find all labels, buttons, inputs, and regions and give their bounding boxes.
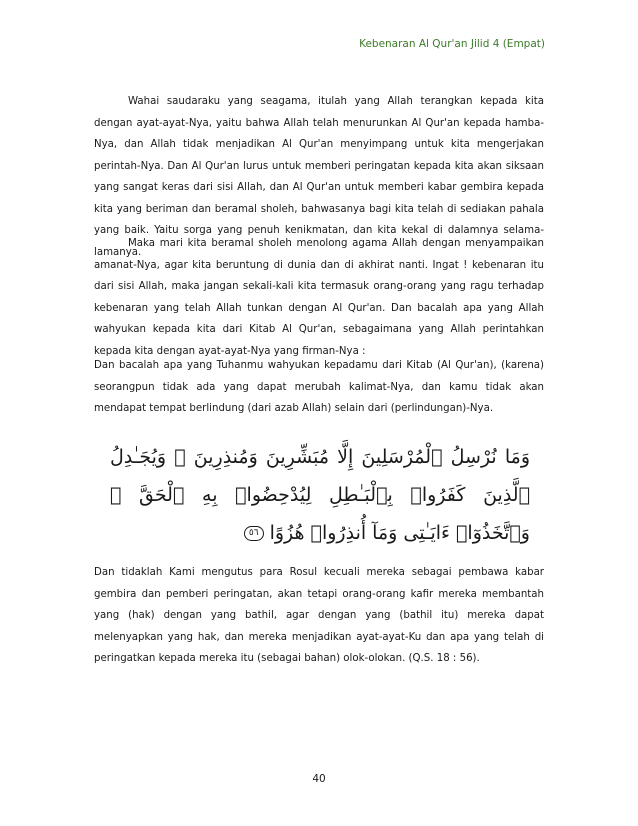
paragraph-1: Wahai saudaraku yang seagama, itulah yang Allah terangkan kepada kita dengan ayat-ayat-Nya, yaitu bahwa Allah telah menurunkan Al Qur'an kepada hamba-Nya, dan Allah tidak menjadikan Al Qur'an menyimpang untuk kita mengerjakan perintah-Nya. Dan Al Qur'an lurus untuk memberi peringatan kepada kita akan siksaan yang sangat keras dari sisi Allah, dan Al Qur'an untuk memberi kabar gembira kepada kita yang beriman dan beramal sholeh, bahwasanya bagi kita telah di sediakan pahala yang baik. Yaitu sorga yang penuh kenikmatan, dan kita kekal di dalamnya selama-lamanya. — [94, 96, 544, 258]
page-number: 40 — [312, 773, 326, 785]
quran-verse-block — [110, 438, 530, 552]
running-header: Kebenaran Al Qur'an Jilid 4 (Empat) — [359, 38, 545, 50]
verse-number-mark: ٥٦ — [244, 526, 264, 541]
arabic-verse-text: وَمَا نُرْسِلُ ٱلْمُرْسَلِينَ إِلَّا مُبَشِّرِينَ وَمُنذِرِينَ ۚ وَيُجَـٰدِلُ ٱلَّذِينَ كَفَرُوا۟ بِٱلْبَـٰطِلِ لِيُدْحِضُوا۟ بِهِ ٱلْحَقَّ ۖ وَٱتَّخَذُوٓا۟ ءَايَـٰتِى وَمَآ أُنذِرُوا۟ هُزُوًا — [110, 446, 530, 544]
paragraph-2: Maka mari kita beramal sholeh menolong agama Allah dengan menyampaikan amanat-Nya, agar kita beruntung di dunia dan di akhirat nanti. Ingat ! kebenaran itu dari sisi Allah, maka jangan sekali-kali kita termasuk orang-orang yang ragu terhadap kebenaran yang telah Allah tunkan dengan Al Qur'an. Dan bacalah apa yang Allah wahyukan kepada kita dari Kitab Al Qur'an, sebagaimana yang Allah perintahkan kepada kita dengan ayat-ayat-Nya yang firman-Nya : — [94, 238, 544, 357]
paragraph-4-translation: Dan tidaklah Kami mengutus para Rosul kecuali mereka sebagai pembawa kabar gembira dan pemberi peringatan, akan tetapi orang-orang kafir mereka membantah yang (hak) dengan yang bathil, agar dengan yang (bathil itu) mereka dapat melenyapkan yang hak, dan mereka menjadikan ayat-ayat-Ku dan apa yang telah di peringatkan kepada mereka itu (sebagai bahan) olok-olokan. (Q.S. 18 : 56). — [94, 567, 544, 664]
paragraph-3: Dan bacalah apa yang Tuhanmu wahyukan kepadamu dari Kitab (Al Qur'an), (karena) seorangpun tidak ada yang dapat merubah kalimat-Nya, dan kamu tidak akan mendapat tempat berlindung (dari azab Allah) selain dari (perlindungan)-Nya. — [94, 360, 544, 414]
